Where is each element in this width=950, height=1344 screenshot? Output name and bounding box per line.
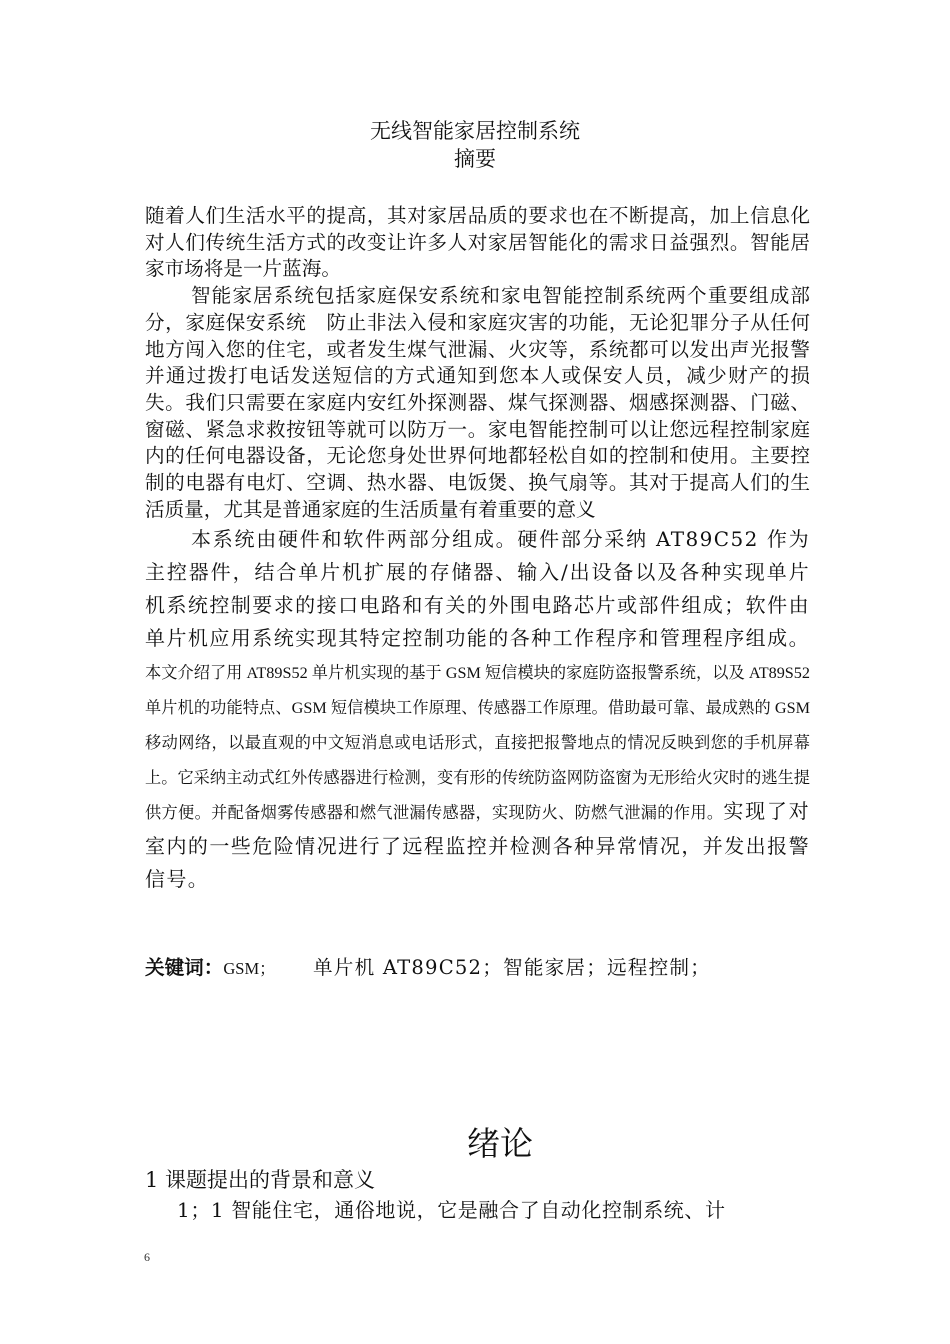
abstract-paragraph-3-part-2: 本文介绍了用 AT89S52 单片机实现的基于 GSM 短信模块的家庭防盗报警系统，以及 AT89S52 单片机的功能特点、GSM 短信模块工作原理、传感器工作原理。借助最可靠、最成熟的 GSM 移动网络，以最直观的中文短消息或电话形式，直接把报警地点的情况反映到您的手机屏幕上。它采纳主动式红外传感器进行检测，变有形的传统防盗网防盗窗为无形给火灾时的逃生提供方便。并配备烟雾传感器和燃气泄漏传感器，实现防火、防燃气泄漏的作用。 (145, 664, 810, 823)
page-number: 6 (144, 1250, 150, 1264)
document-title: 无线智能家居控制系统 (370, 119, 580, 143)
body-text-line: 1；1 智能住宅，通俗地说，它是融合了自动化控制系统、计 (177, 1198, 726, 1222)
keywords-line (145, 954, 845, 983)
abstract-paragraph-2: 智能家居系统包括家庭保安系统和家电智能控制系统两个重要组成部分，家庭保安系统 防止非法入侵和家庭灾害的功能，无论犯罪分子从任何地方闯入您的住宅，或者发生煤气泄漏、火灾等，系统都可以发出声光报警并通过拨打电话发送短信的方式通知到您本人或保安人员，减少财产的损失。我们只需要在家庭内安红外探测器、煤气探测器、烟感探测器、门磁、窗磁、紧急求救按钮等就可以防万一。家电智能控制可以让您远程控制家庭内的任何电器设备，无论您身处世界何地都轻松自如的控制和使用。主要控制的电器有电灯、空调、热水器、电饭煲、换气扇等。其对于提高人们的生活质量，尤其是普通家庭的生活质量有着重要的意义 (145, 284, 810, 521)
abstract-paragraph-3-part-3: 实现了对室内的一些危险情况进行了远程监控并检测各种异常情况，并发出报警信号。 (145, 799, 810, 892)
keywords-label: 关键词： (145, 956, 224, 979)
section-title: 1 课题提出的背景和意义 (145, 1168, 376, 1192)
chapter-title: 绪论 (467, 1124, 533, 1163)
keywords-rest: 单片机 AT89C52；智能家居；远程控制； (313, 956, 711, 979)
abstract-paragraph-1: 随着人们生活水平的提高，其对家居品质的要求也在不断提高，加上信息化对人们传统生活方式的改变让许多人对家居智能化的需求日益强烈。智能居家市场将是一片蓝海。 (145, 204, 810, 281)
abstract-body (145, 203, 810, 896)
abstract-heading: 摘要 (454, 147, 496, 171)
keyword-gsm: GSM； (223, 959, 276, 978)
abstract-paragraph-3-part-1: 本系统由硬件和软件两部分组成。硬件部分采纳 AT89C52 作为主控器件，结合单片机扩展的存储器、输入/出设备以及各种实现单片机系统控制要求的接口电路和有关的外围电路芯片或部件组成；软件由单片机应用系统实现其特定控制功能的各种工作程序和管理程序组成。 (145, 527, 810, 651)
abstract-paragraph-3 (145, 523, 810, 896)
